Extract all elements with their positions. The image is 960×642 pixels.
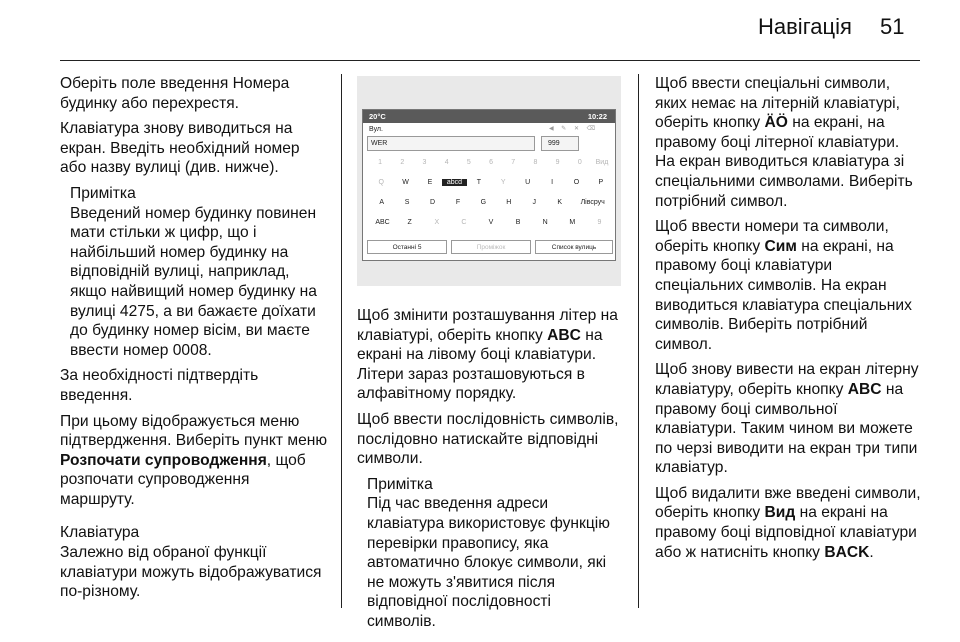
key: 7	[511, 159, 516, 166]
temperature-readout: 20°C	[369, 112, 386, 121]
key: F	[455, 199, 461, 206]
key: 1	[378, 159, 383, 166]
key: A	[379, 199, 385, 206]
button-reference: ÄÖ	[764, 114, 788, 132]
key: K	[557, 199, 562, 206]
key: S	[404, 199, 410, 206]
column-divider-left	[341, 74, 342, 608]
text-span: , щоб розпочати супроводження маршруту.	[60, 451, 306, 508]
key: V	[488, 219, 494, 226]
text-span: Щоб змінити розташування літер на клавіатурі, оберіть кнопку	[357, 307, 618, 344]
note-heading: Примітка	[367, 475, 433, 493]
layout-key: Лівсруч	[580, 199, 605, 206]
text-span: Щоб знову вивести на екран літерну клавіатуру, оберіть кнопку	[655, 361, 919, 398]
key: W	[402, 179, 409, 186]
key: 9	[555, 159, 560, 166]
text-span: Щоб ввести номери та символи, оберіть кнопку	[655, 218, 889, 255]
paragraph	[655, 74, 923, 211]
section-heading: Клавіатура	[60, 524, 140, 542]
key: Q	[378, 179, 384, 186]
button-reference: BACK	[824, 543, 870, 561]
page-header-title: Навігація	[758, 14, 852, 39]
key: D	[430, 199, 436, 206]
text-span: на екрані на правому боці відповідної клавіатури або ж натисніть кнопку	[655, 504, 917, 561]
key: 5	[466, 159, 471, 166]
note-block	[60, 184, 328, 360]
paragraph	[655, 217, 923, 354]
button-reference: ABC	[547, 326, 581, 344]
text-column-1	[60, 74, 328, 608]
paragraph: Оберіть поле введення Номера будинку або перехрестя.	[60, 75, 290, 112]
status-bar	[363, 110, 615, 123]
paragraph: За необхідності підтвердіть введення.	[60, 367, 259, 404]
key: 9	[597, 219, 602, 226]
key: 0	[577, 159, 582, 166]
key: E	[427, 179, 433, 186]
key: 2	[400, 159, 405, 166]
key: P	[598, 179, 604, 186]
note-text: Під час введення адреси клавіатура використовує функцію перевірки правопису, яка автоматично блокує символи, які не можуть з'явитися після відповідної послідовності символів.	[367, 495, 610, 630]
text-span: на екрані, на правому боці клавіатури спеціальних символів. На екран виводиться клавіатура спеціальних символів. Виберіть потрібний символ.	[655, 237, 912, 353]
recent-5-button: Останні 5	[367, 240, 447, 254]
button-reference: ABC	[847, 380, 882, 398]
key: Z	[407, 219, 412, 226]
key: I	[551, 179, 554, 186]
text-span: При цьому відображується меню підтвердження. Виберіть пункт меню	[60, 412, 328, 450]
paragraph	[655, 360, 923, 478]
paragraph	[357, 306, 623, 404]
button-reference: Сим	[764, 237, 797, 255]
key: G	[480, 199, 487, 206]
letter-row-2	[369, 199, 613, 206]
house-number-input: 999	[541, 136, 579, 151]
key: C	[461, 219, 467, 226]
text-column-2	[357, 306, 623, 638]
text-span: на екрані, на правому боці літерної клавіатури. На екран виводиться клавіатура зі спеціальними символами. Виберіть потрібний символ.	[655, 114, 913, 210]
letter-row-3	[369, 219, 613, 226]
street-list-button: Список вулиць	[535, 240, 613, 254]
key-selected: abcd	[442, 179, 466, 186]
key: O	[573, 179, 580, 186]
key: B	[515, 219, 521, 226]
key: U	[525, 179, 531, 186]
key: 8	[533, 159, 538, 166]
key: H	[506, 199, 512, 206]
page-number: 51	[880, 14, 905, 39]
paragraph	[655, 484, 923, 562]
text-span: .	[869, 543, 874, 561]
menu-item-reference: Розпочати супроводження	[60, 451, 267, 469]
key: X	[434, 219, 440, 226]
key: 3	[422, 159, 427, 166]
street-input: WER	[367, 136, 535, 151]
note-text: Введений номер будинку повинен мати стільки ж цифр, що і найбільший номер будинку на відповідній вулиці, наприклад, якщо найвищий номер будинку на вулиці 4275, а ви бажаєте доїхати до будинку номер вісім, ви маєте ввести номер 0008.	[70, 204, 317, 359]
key: J	[532, 199, 536, 206]
field-label: Вул.	[369, 126, 383, 133]
button-reference: Вид	[764, 504, 796, 522]
text-span: на правому боці символьної клавіатури. Таким чином ви можете по черзі виводити на екран три типи клавіатур.	[655, 380, 918, 477]
key: T	[476, 179, 481, 186]
header-rule	[60, 60, 920, 61]
delete-key: Вид	[595, 159, 609, 166]
keyboard-screen-figure	[362, 109, 616, 261]
key: M	[569, 219, 576, 226]
paragraph: Щоб ввести послідовність символів, послідовно натискайте відповідні символи.	[357, 410, 619, 468]
letter-row-1	[369, 179, 613, 186]
paragraph	[60, 412, 328, 510]
text-span: Щоб видалити вже введені символи, оберіть кнопку	[655, 484, 921, 522]
key: N	[542, 219, 548, 226]
toolbar-icons: ◀ ✎ ✕ ⌫	[549, 126, 599, 132]
note-heading: Примітка	[70, 184, 136, 202]
text-span: Щоб ввести спеціальні символи, яких немає на літерній клавіатурі, оберіть кнопку	[655, 75, 900, 132]
column-divider-right	[638, 74, 639, 608]
clock-readout: 10:22	[587, 112, 607, 121]
paragraph: Клавіатура знову виводиться на екран. Введіть необхідний номер або назву вулиці (див. нижче).	[60, 120, 300, 177]
note-block	[357, 475, 623, 632]
text-span: на екрані на лівому боці клавіатури. Літери зараз розташовуються в алфавітному порядку.	[357, 326, 603, 403]
space-button: Проміжок	[451, 240, 531, 254]
abc-key: ABC	[375, 219, 390, 226]
key: Y	[500, 179, 506, 186]
key: 4	[444, 159, 449, 166]
key: 6	[489, 159, 493, 166]
paragraph: Залежно від обраної функції клавіатури можуть відображуватися по-різному.	[60, 544, 322, 601]
digit-row	[369, 159, 613, 166]
text-column-3	[655, 74, 923, 568]
